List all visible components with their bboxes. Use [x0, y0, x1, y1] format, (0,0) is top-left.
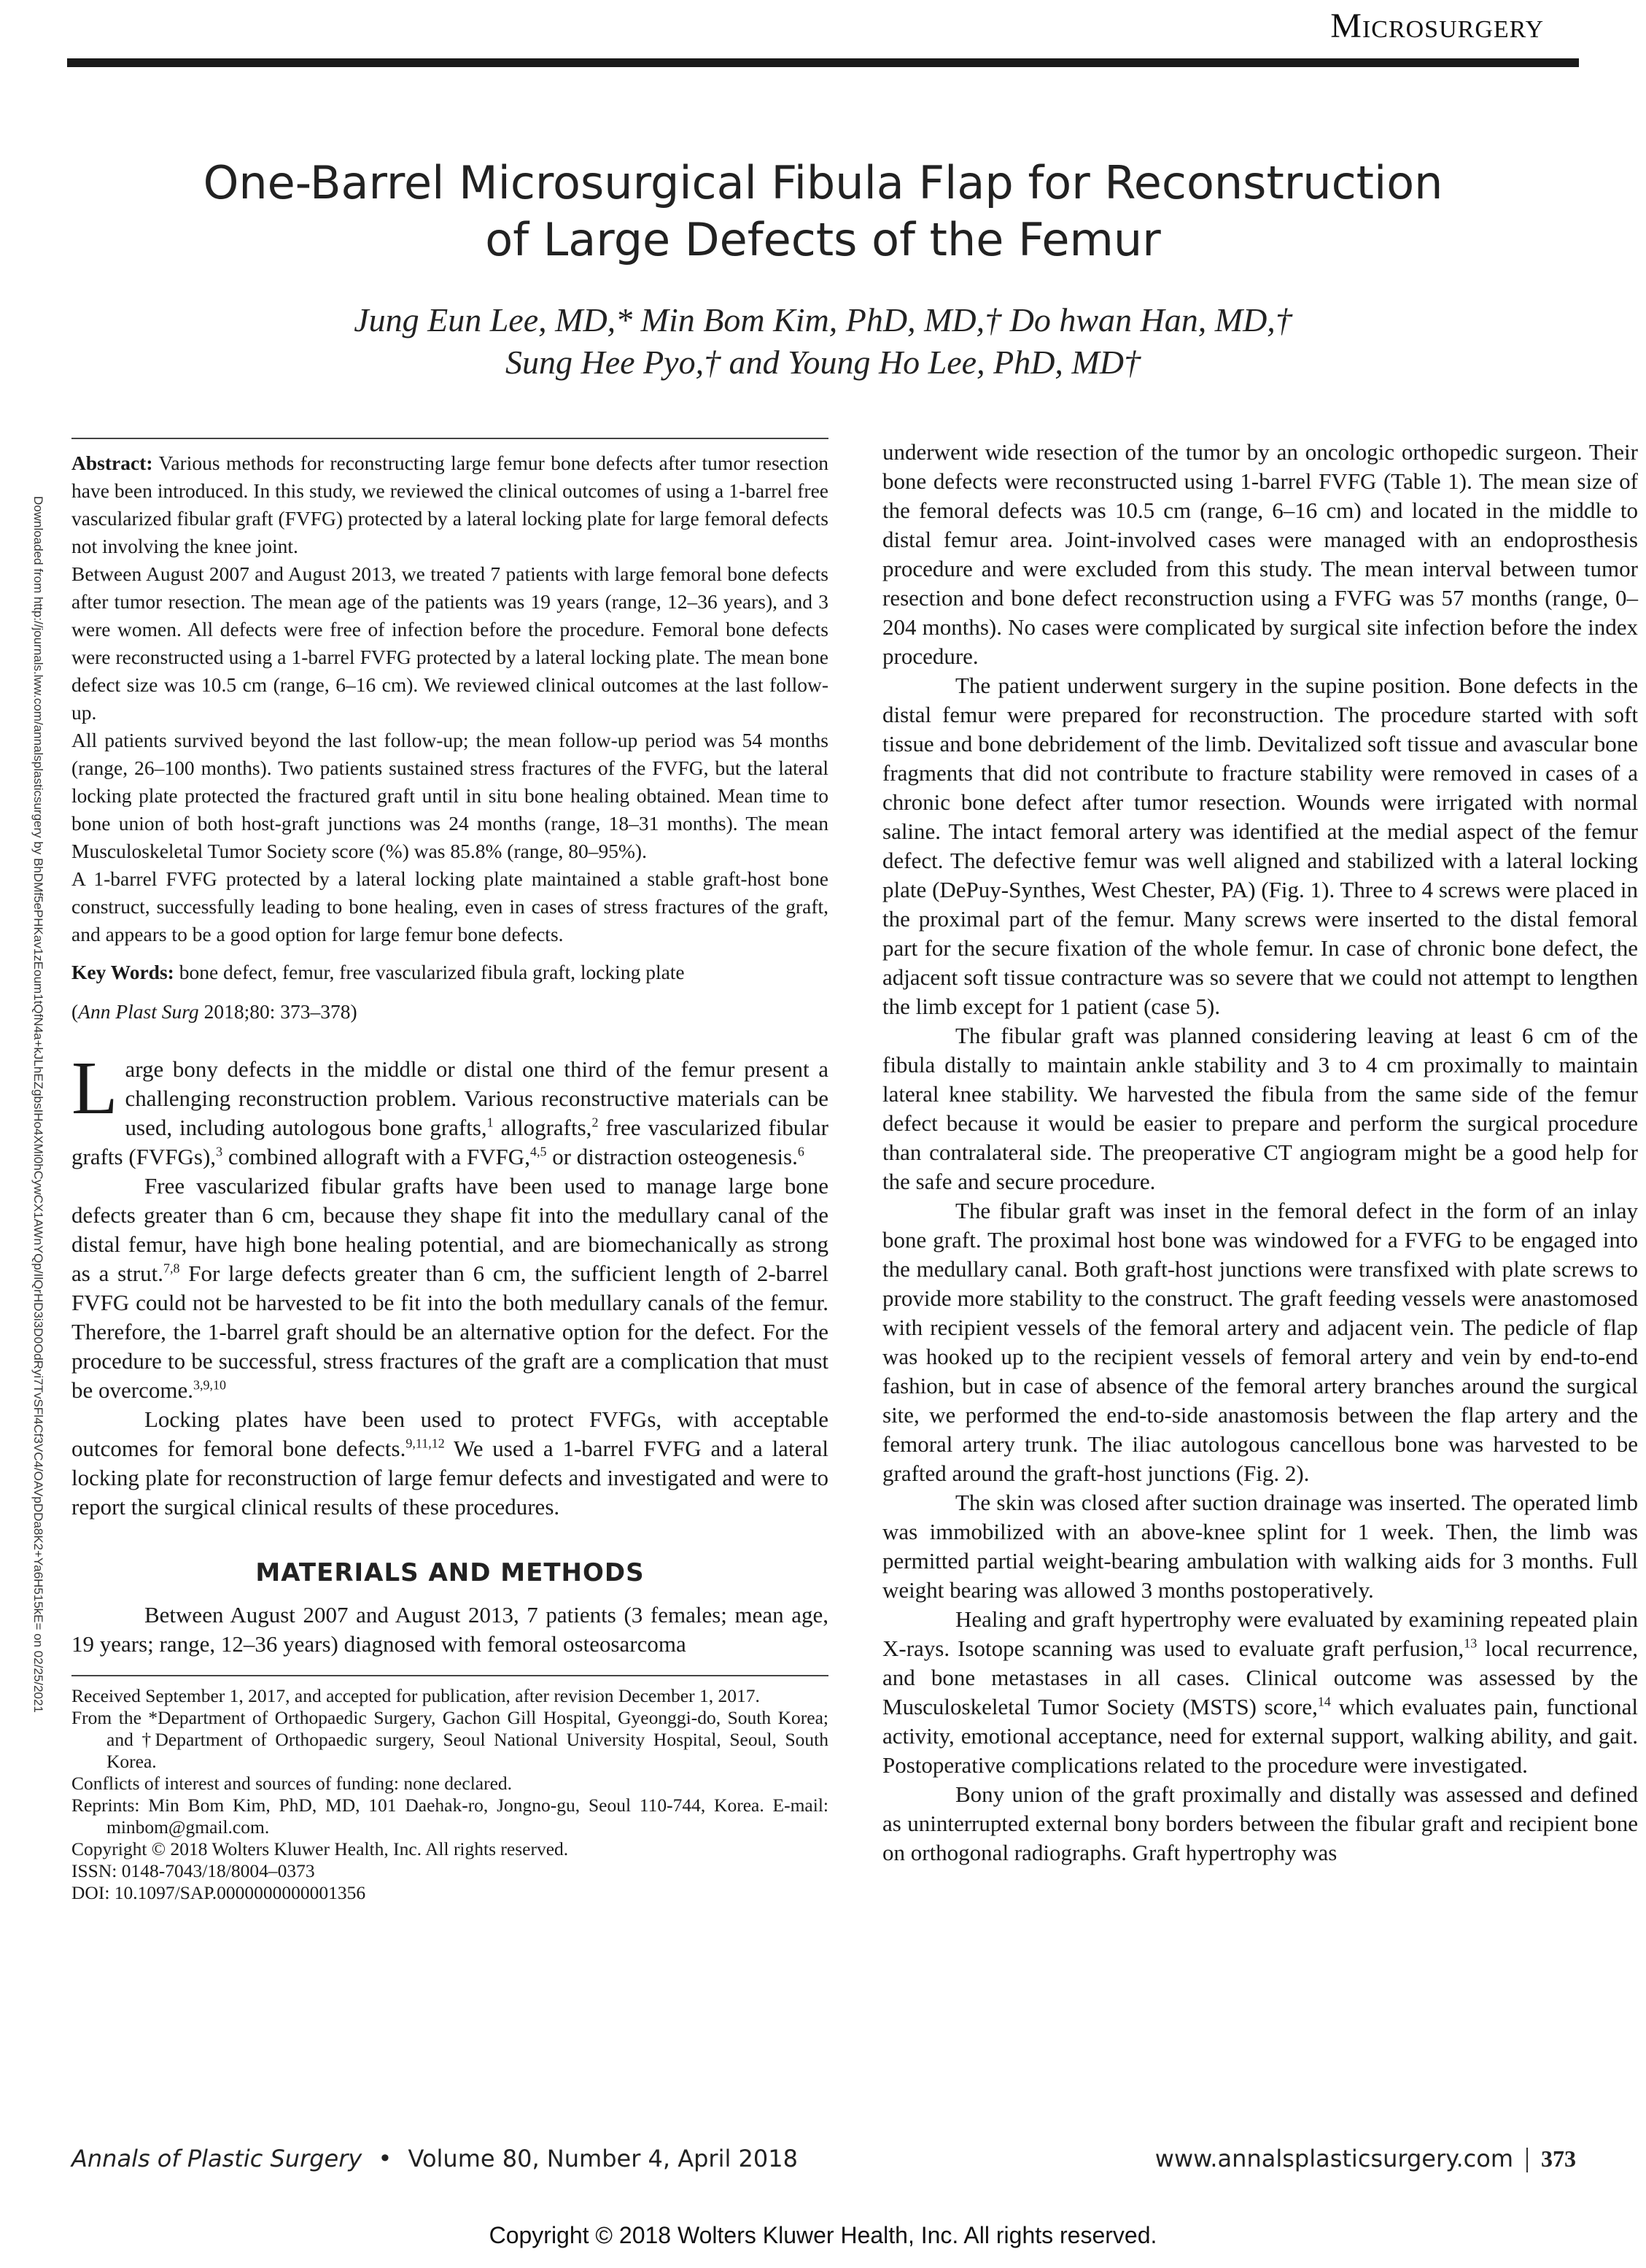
title-line-1: One-Barrel Microsurgical Fibula Flap for Reconstruction — [203, 156, 1443, 209]
methods-heading: MATERIALS AND METHODS — [255, 1558, 645, 1587]
methods-paragraph-2: The patient underwent surgery in the supine position. Bone defects in the distal femur were prepared for reconstruction. The procedure started with soft tissue and bone debridement of the limb. Devitalized soft tissue and avascular bone fragments that did not contribute to fracture stability were removed in cases of a chronic bone defect after tumor resection. Wounds were irrigated with normal saline. The intact femoral artery was identified at the medial aspect of the femur defect. The defective femur was well aligned and stabilized with a lateral locking plate (DePuy-Synthes, West Chester, PA) (Fig. 1). Three to 4 screws were placed in the proximal part of the femur. Many screws were inserted to the distal femoral part for the secure fixation of the whole femur. In case of chronic bone defect, the adjacent soft tissue contracture was so severe that we could not attempt to lengthen the limb except for 1 patient (case 5). — [882, 673, 1638, 1019]
footnote-rule — [71, 1675, 828, 1676]
footer-bullet: • — [378, 2145, 392, 2172]
keywords-label: Key Words: — [71, 961, 174, 983]
methods-paragraph-1: Between August 2007 and August 2013, 7 patients (3 females; mean age, 19 years; range, 12–36 years) diagnosed with femoral osteosarcoma — [71, 1602, 828, 1657]
footnote-received: Received September 1, 2017, and accepted for publication, after revision December 1, 2017. — [71, 1685, 760, 1706]
introduction — [71, 1046, 829, 1522]
abstract-paragraph-3: All patients survived beyond the last follow-up; the mean follow-up period was 54 months (range, 26–100 months). Two patients sustained stress fractures of the FVFG, but the lateral locking plate protected the fractured graft until in situ bone healing obtained. Mean time to bone union of both host-graft junctions was 24 months (range, 18–31 months). The mean Musculoskeletal Tumor Society score (%) was 85.8% (range, 80–95%). — [71, 729, 828, 862]
section-header: Microsurgery — [1330, 7, 1544, 45]
right-column — [882, 438, 1638, 1868]
authors-line-2: Sung Hee Pyo,† and Young Ho Lee, PhD, MD† — [505, 344, 1141, 381]
footnote-copyright: Copyright © 2018 Wolters Kluwer Health, Inc. All rights reserved. — [71, 1838, 569, 1859]
footer-journal-name: Annals of Plastic Surgery — [71, 2145, 362, 2172]
page-number: 373 — [1541, 2145, 1576, 2172]
footer-journal-info — [71, 2145, 798, 2172]
footer-website[interactable]: www.annalsplasticsurgery.com — [1154, 2145, 1513, 2172]
intro-paragraph-3: Locking plates have been used to protect FVFGs, with acceptable outcomes for femoral bone defects.$^{9,11,12}$ We used a 1-barrel FVFG and a lateral locking plate for reconstruction of large femur defects and investigated and were to report the surgical clinical results of these procedures. — [71, 1406, 829, 1520]
left-column — [71, 438, 828, 1904]
abstract-top-rule — [71, 438, 828, 439]
abstract-label: Abstract: — [71, 452, 153, 474]
footnote-doi: DOI: 10.1097/SAP.0000000000001356 — [71, 1882, 366, 1903]
footnote-conflicts: Conflicts of interest and sources of funding: none declared. — [71, 1773, 513, 1794]
footer-separator — [1526, 2148, 1528, 2172]
footer-volume: Volume 80, Number 4, April 2018 — [408, 2145, 798, 2172]
side-download-text: Downloaded from http://journals.lww.com/annalsplasticsurgery by BhDMf5ePHKav1zEoum1tQfN4a+kJLhEZgbsIHo4XMi0hCywCX1AWnYQp/IlQrHD3i3D0OdRyi7TvSFl4Cf3VC4/OAVpDDa8K2+Ya6H515kE= on 02/25/2021 — [31, 496, 45, 1713]
abstract-paragraph-2: Between August 2007 and August 2013, we treated 7 patients with large femoral bone defects after tumor resection. The mean age of the patients was 19 years (range, 12–36 years), and 3 were women. All defects were free of infection before the procedure. Femoral bone defects were reconstructed using a 1-barrel FVFG protected by a lateral locking plate. The mean bone defect size was 10.5 cm (range, 6–16 cm). We reviewed clinical outcomes at the last follow-up. — [71, 562, 828, 724]
methods-paragraph-cont: underwent wide resection of the tumor by an oncologic orthopedic surgeon. Their bone defects were reconstructed using 1-barrel FVFG (Table 1). The mean size of the femoral defects was 10.5 cm (range, 6–16 cm) and located in the middle to distal femur area. Joint-involved cases were managed with an endoprosthesis procedure and were excluded from this study. The mean interval between tumor resection and bone defect reconstruction using a FVFG was 57 months (range, 0–204 months). No cases were complicated by surgical site infection before the index procedure. — [882, 439, 1638, 669]
keywords: Key Words: bone defect, femur, free vascularized fibula graft, locking plate — [71, 961, 685, 983]
footnote-reprints: Reprints: Min Bom Kim, PhD, MD, 101 Daehak-ro, Jongno-gu, Seoul 110-744, Korea. E-mail: minbom@gmail.com. — [71, 1795, 828, 1838]
methods-paragraph-5: The skin was closed after suction drainage was inserted. The operated limb was immobilized with an above-knee splint for 1 week. Then, the limb was permitted partial weight-bearing ambulation with walking aids for 3 months. Full weight bearing was allowed 3 months postoperatively. — [882, 1490, 1638, 1603]
footnote-affiliations: From the *Department of Orthopaedic Surgery, Gachon Gill Hospital, Gyeonggi-do, South Korea; and †Department of Orthopaedic surgery, Seoul National University Hospital, Seoul, South Korea. — [71, 1707, 828, 1772]
side-download-note — [31, 496, 45, 1713]
article-authors — [146, 299, 1500, 384]
intro-paragraph-2: Free vascularized fibular grafts have been used to manage large bone defects greater than 6 cm, because they shape fit into the medullary canal of the distal femur, have high bone healing potential, and are biomechanically as strong as a strut.$^{7,8}$ For large defects greater than 6 cm, the sufficient length of 2-barrel FVFG could not be harvested to be fit into the both medullary canals of the femur. Therefore, the 1-barrel graft should be an alternative option for the defect. For the procedure to be successful, stress fractures of the graft are a complication that must be overcome.$^{3,9,10}$ — [71, 1173, 828, 1403]
header-rule — [67, 58, 1579, 67]
drop-cap: L — [71, 1046, 118, 1130]
abstract-paragraph-1: Abstract: Various methods for reconstructing large femur bone defects after tumor resection have been introduced. In this study, we reviewed the clinical outcomes of using a 1-barrel free vascularized fibular graft (FVFG) protected by a lateral locking plate for large femoral defects not involving the knee joint. — [71, 452, 828, 557]
footer-website-page — [1155, 2145, 1576, 2172]
methods-paragraph-4: The fibular graft was inset in the femoral defect in the form of an inlay bone graft. The proximal host bone was windowed for a FVFG to be engaged into the medullary canal. Both graft-host junctions were transfixed with plate screws to provide more stability to the construct. The graft feeding vessels were anastomosed with recipient vessels of the femoral artery and adjacent vein. The pedicle of flap was hooked up to the recipient vessels of femoral artery and vein by end-to-end fashion, but in case of absence of the femoral artery branches around the surgical site, we performed the end-to-side anastomosis between the flap artery and the femoral artery trunk. The iliac autologous cancellous bone was harvested to be grafted around the graft-host junctions (Fig. 2). — [882, 1198, 1638, 1486]
abstract — [71, 449, 828, 1026]
intro-paragraph-1: Large bony defects in the middle or distal one third of the femur present a challenging reconstruction problem. Various reconstructive materials can be used, including autologous bone grafts,$^1$ allografts,$^2$ free vascularized fibular grafts (FVFGs),$^3$ combined allograft with a FVFG,$^{4,5}$ or distraction osteogenesis.$^6$ — [71, 1046, 828, 1169]
methods-paragraph-3: The fibular graft was planned considering leaving at least 6 cm of the fibula distally to maintain ankle stability and 3 to 4 cm proximally to maintain lateral knee stability. We harvested the fibula from the same side of the femur defect because it would be easier to prepare and perform the surgical procedure than contralateral side. The preoperative CT angiogram might be a good help for the safe and secure procedure. — [882, 1023, 1638, 1194]
methods-paragraph-7: Bony union of the graft proximally and distally was assessed and defined as uninterrupted external bony borders between the fibular graft and recipient bone on orthogonal radiographs. Graft hypertrophy was — [882, 1781, 1638, 1865]
article-title — [102, 155, 1544, 268]
footnote-issn: ISSN: 0148-7043/18/8004–0373 — [71, 1860, 315, 1881]
citation: (Ann Plast Surg 2018;80: 373–378) — [71, 1000, 357, 1023]
title-line-2: of Large Defects of the Femur — [485, 213, 1161, 266]
footnotes — [71, 1685, 828, 1904]
copyright-bar: Copyright © 2018 Wolters Kluwer Health, Inc. All rights reserved. — [489, 2222, 1157, 2248]
citation-journal: Ann Plast Surg — [78, 1000, 199, 1023]
methods-paragraph-6: Healing and graft hypertrophy were evaluated by examining repeated plain X-rays. Isotope scanning was used to evaluate graft perfusion,$^{13}$ local recurrence, and bone metastases in all cases. Clinical outcome was assessed by the Musculoskeletal Tumor Society (MSTS) score,$^{14}$ which evaluates pain, functional activity, emotional acceptance, need for external support, walking ability, and gait. Postoperative complications related to the procedure were investigated. — [882, 1606, 1638, 1778]
authors-line-1: Jung Eun Lee, MD,* Min Bom Kim, PhD, MD,† Do hwan Han, MD,† — [354, 301, 1292, 338]
abstract-paragraph-4: A 1-barrel FVFG protected by a lateral locking plate maintained a stable graft-host bone construct, successfully leading to bone healing, even in cases of stress fractures of the graft, and appears to be a good option for large femur bone defects. — [71, 867, 828, 945]
